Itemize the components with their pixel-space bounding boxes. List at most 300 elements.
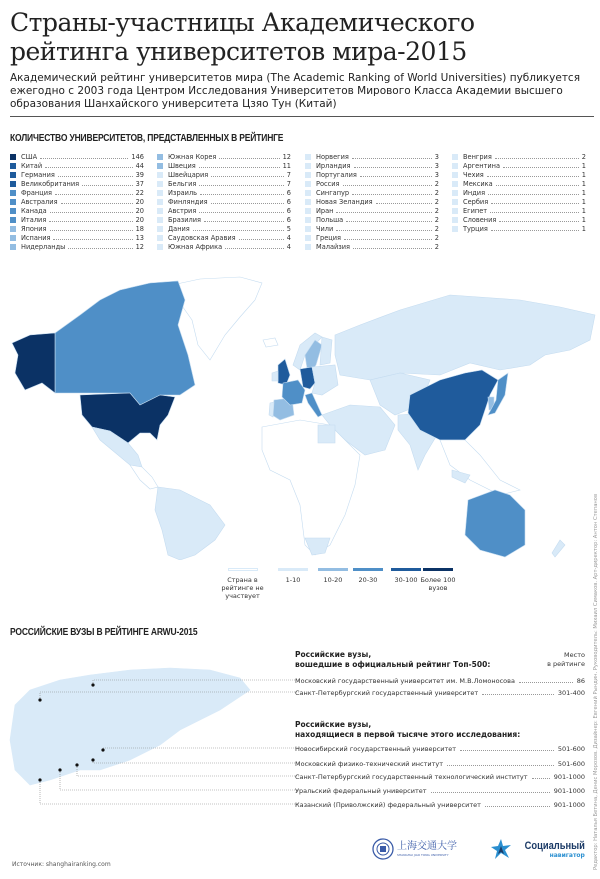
university-count: 2 [434,207,439,216]
tier-swatch [10,208,16,214]
leader-dots [488,191,579,195]
country-row [157,225,291,234]
country-column [452,152,586,234]
university-name: Санкт-Петербургский государственный университет [295,688,479,697]
tier-swatch [452,163,458,169]
leader-dots [55,191,133,195]
leader-dots [82,182,133,186]
country-name: Египет [463,207,488,216]
leader-dots [447,762,554,766]
leader-dots [485,803,550,807]
leader-dots [239,236,284,240]
country-row [157,152,291,161]
place-heading [520,651,585,669]
university-count: 4 [286,234,291,243]
legend-label: Более 100 вузов [420,576,456,592]
legend-item [350,568,386,584]
connector-line [40,780,300,804]
country-name: Испания [21,234,51,243]
sjtu-logo [372,838,457,860]
university-count: 1 [581,207,586,216]
country-row [305,179,439,188]
legend-swatch [228,568,258,571]
leader-dots [211,200,284,204]
tier-swatch [452,226,458,232]
leader-dots [491,200,579,204]
tier-swatch [452,154,458,160]
tier-swatch [305,181,311,187]
university-count: 13 [135,234,144,243]
country-name: Швейцария [168,170,209,179]
country-finland [320,337,332,365]
country-name: Израиль [168,188,198,197]
tier-swatch [10,235,16,241]
country-row [452,207,586,216]
legend-swatch [278,568,308,571]
university-count: 20 [135,216,144,225]
university-count: 2 [434,225,439,234]
university-count: 1 [581,170,586,179]
country-row [10,243,144,252]
russia-shape [10,668,250,785]
country-name: Польша [316,216,344,225]
country-name: Турция [463,225,488,234]
tier-swatch [10,217,16,223]
country-southeast-asia [440,440,520,495]
country-column [10,152,144,252]
leader-dots [482,691,554,695]
social-navigator-logo [490,838,585,860]
heading-line: в рейтинге [547,660,585,668]
country-name: Финляндия [168,198,208,207]
tier-swatch [305,217,311,223]
leader-dots [53,236,132,240]
country-canada [55,281,195,405]
country-name: Бразилия [168,216,202,225]
tier-swatch [305,208,311,214]
country-row [10,197,144,206]
leader-dots [460,747,554,751]
tier-swatch [305,226,311,232]
leader-dots [199,209,283,213]
country-name: Чехия [463,170,484,179]
heading-line: Место [564,651,585,659]
country-iceland [263,338,278,347]
leader-dots [487,173,579,177]
tier-swatch [452,190,458,196]
leader-dots [343,182,432,186]
country-name: Дания [168,225,190,234]
country-central-america [130,465,158,489]
country-name: Австралия [21,198,58,207]
leader-dots [49,218,132,222]
tier-swatch [10,226,16,232]
country-column [305,152,439,252]
navigator-logo-text: Социальный [524,839,585,852]
tier-swatch [157,235,163,241]
country-alaska [12,333,55,393]
legend-swatch [423,568,453,571]
country-row [10,225,144,234]
country-name: Германия [21,170,55,179]
legend-label: Страна в рейтинге не участвует [221,576,264,600]
leader-dots [199,164,280,168]
university-place: 901-1000 [553,800,585,809]
country-row [10,152,144,161]
russia-map [0,640,300,820]
leader-dots [204,218,284,222]
tier-swatch [157,154,163,160]
tier-swatch [305,172,311,178]
country-name: Канада [21,207,47,216]
leader-dots [346,218,432,222]
country-row [305,243,439,252]
country-row [452,179,586,188]
university-count: 7 [286,170,291,179]
leader-dots [68,245,132,249]
leader-dots [353,245,432,249]
country-name: Нидерланды [21,243,66,252]
heading-line: Российские вузы, [295,650,372,659]
university-row [295,786,585,795]
country-name: Мексика [463,179,493,188]
tier-swatch [10,154,16,160]
university-count: 1 [581,161,586,170]
city-dot [38,698,41,701]
tier-swatch [452,208,458,214]
top1000-heading [295,720,520,740]
legend-label: 1-10 [285,576,301,584]
leader-dots [45,164,132,168]
source-note: Источник: shanghairanking.com [12,861,111,868]
country-portugal [269,402,274,417]
country-name: Саудовская Аравия [168,234,236,243]
country-name: Франция [21,188,52,197]
country-name: Великобритания [21,179,80,188]
tier-swatch [157,163,163,169]
heading-line: вошедшие в официальный рейтинг Топ-500: [295,660,491,669]
country-name: США [21,152,38,161]
university-row [295,800,585,809]
tier-swatch [157,217,163,223]
university-count: 18 [135,225,144,234]
tier-swatch [10,181,16,187]
country-south-america [155,487,225,560]
country-row [157,161,291,170]
leader-dots [336,209,431,213]
legend-item [275,568,311,584]
tier-swatch [452,172,458,178]
leader-dots [58,173,133,177]
tier-swatch [305,154,311,160]
university-count: 2 [434,188,439,197]
tier-swatch [157,190,163,196]
country-row [305,170,439,179]
city-dot [91,758,94,761]
country-row [157,179,291,188]
university-row [295,676,585,685]
leader-dots [199,182,283,186]
navigator-logo-sub: навигатор [549,851,585,859]
country-row [452,170,586,179]
university-row [295,744,585,753]
sjtu-seal-icon [372,838,394,860]
country-row [10,161,144,170]
sjtu-logo-text: 上海交通大学 [397,841,457,852]
top500-heading [295,650,490,670]
university-name: Уральский федеральный университет [295,786,427,795]
section-heading-count: КОЛИЧЕСТВО УНИВЕРСИТЕТОВ, ПРЕДСТАВЛЕННЫХ В РЕЙТИНГЕ [10,133,284,144]
university-count: 5 [286,225,291,234]
country-row [452,216,586,225]
country-usa [80,393,175,443]
university-name: Санкт-Петербургский государственный технологический институт [295,772,528,781]
country-row [157,188,291,197]
connector-line [60,770,300,790]
leader-dots [219,155,279,159]
university-count: 6 [286,188,291,197]
university-count: 6 [286,216,291,225]
university-count: 1 [581,225,586,234]
leader-dots [40,155,128,159]
legend-label: 20-30 [358,576,378,584]
country-new-zealand [552,540,565,557]
country-africa [262,420,360,555]
legend-item [420,568,456,592]
leader-dots [50,227,133,231]
tier-swatch [452,217,458,223]
country-name: Аргентина [463,161,501,170]
leader-dots [519,679,573,683]
world-map [0,255,600,560]
country-row [452,225,586,234]
university-count: 2 [434,198,439,207]
university-count: 39 [135,170,144,179]
university-row [295,688,585,697]
country-row [10,179,144,188]
leader-dots [354,164,432,168]
leader-dots [193,227,284,231]
country-row [157,197,291,206]
university-name: Московский государственный университет им. М.В.Ломоносова [295,676,515,685]
leader-dots [225,245,284,249]
leader-dots [376,200,432,204]
country-name: Япония [21,225,47,234]
city-dot [101,748,104,751]
city-dot [38,778,41,781]
country-row [305,197,439,206]
country-name: Новая Зеландия [316,198,373,207]
university-row [295,772,585,781]
country-name: Швеция [168,161,196,170]
country-row [305,152,439,161]
country-row [305,225,439,234]
university-count: 7 [286,179,291,188]
country-name: Греция [316,234,342,243]
country-name: Чили [316,225,334,234]
country-uk [278,359,290,385]
country-row [305,216,439,225]
credits: Редактор: Наталья Бетина, Денис Морозов. Дизайнер: Евгений Рындин. Руководитель: Михаил Симаков. Арт-директор: Антон Степанов [593,493,599,870]
country-egypt [318,425,335,443]
country-name: Китай [21,161,43,170]
tier-swatch [157,181,163,187]
country-name: Малайзия [316,243,351,252]
navigator-star-icon [490,838,512,860]
country-row [157,170,291,179]
university-count: 2 [434,243,439,252]
university-place: 901-1000 [553,786,585,795]
country-name: Норвегия [316,152,349,161]
country-row [305,234,439,243]
tier-swatch [305,199,311,205]
tier-swatch [10,163,16,169]
leader-dots [344,236,432,240]
country-name: Словения [463,216,497,225]
leader-dots [352,155,432,159]
tier-swatch [157,226,163,232]
country-name: Венгрия [463,152,492,161]
university-count: 12 [282,152,291,161]
tier-swatch [157,208,163,214]
country-name: Ирландия [316,161,351,170]
leader-dots [360,173,432,177]
university-count: 1 [581,179,586,188]
city-dot [91,683,94,686]
university-count: 22 [135,188,144,197]
divider [10,116,594,117]
country-column [157,152,291,252]
tier-swatch [305,244,311,250]
leader-dots [336,227,431,231]
leader-dots [352,191,432,195]
university-count: 6 [286,198,291,207]
country-name: Австрия [168,207,197,216]
leader-dots [200,191,284,195]
university-count: 44 [135,161,144,170]
leader-dots [431,789,550,793]
tier-swatch [10,172,16,178]
country-row [10,216,144,225]
country-row [305,161,439,170]
university-row [295,759,585,768]
country-australia [465,490,525,557]
university-count: 37 [135,179,144,188]
country-row [157,234,291,243]
country-row [10,170,144,179]
university-count: 20 [135,198,144,207]
legend-item [388,568,424,584]
city-dot [75,763,78,766]
university-count: 1 [581,188,586,197]
university-place: 901-1000 [553,772,585,781]
tier-swatch [157,199,163,205]
university-name: Казанский (Приволжский) федеральный университет [295,800,481,809]
country-row [452,152,586,161]
country-central-europe [312,365,338,395]
legend-item [220,568,265,600]
university-count: 2 [434,216,439,225]
leader-dots [499,218,578,222]
page-title: Страны-участницы Академического рейтинга университетов мира-2015 [10,8,475,66]
tier-swatch [157,172,163,178]
tier-swatch [452,181,458,187]
university-count: 6 [286,207,291,216]
leader-dots [490,209,579,213]
tier-swatch [305,235,311,241]
tier-swatch [452,199,458,205]
tier-swatch [10,199,16,205]
country-row [452,197,586,206]
country-row [10,188,144,197]
country-row [157,216,291,225]
country-name: Сербия [463,198,489,207]
country-row [452,188,586,197]
section-heading-russia: РОССИЙСКИЕ ВУЗЫ В РЕЙТИНГЕ ARWU-2015 [10,627,198,638]
leader-dots [532,775,550,779]
university-count: 1 [581,216,586,225]
university-name: Московский физико-технический институт [295,759,444,768]
country-italy [305,393,322,417]
country-row [452,161,586,170]
country-russia [335,295,595,380]
university-count: 12 [135,243,144,252]
university-place: 501-600 [557,744,585,753]
tier-swatch [10,244,16,250]
university-place: 86 [576,676,585,685]
country-south-africa [305,538,330,555]
country-name: Португалия [316,170,357,179]
university-count: 2 [434,179,439,188]
leader-dots [503,164,579,168]
country-row [157,207,291,216]
country-name: Южная Африка [168,243,223,252]
legend-label: 30-100 [394,576,418,584]
tier-swatch [305,190,311,196]
country-row [305,188,439,197]
country-name: Индия [463,188,486,197]
leader-dots [211,173,284,177]
sjtu-logo-sub: SHANGHAI JIAO TONG UNIVERSITY [397,853,449,857]
legend-label: 10-20 [323,576,343,584]
university-count: 3 [434,170,439,179]
country-ireland [272,371,278,381]
country-row [157,243,291,252]
leader-dots [496,182,579,186]
tier-swatch [305,163,311,169]
heading-line: находящиеся в первой тысяче этого исследования: [295,730,521,739]
university-place: 301-400 [557,688,585,697]
country-row [10,207,144,216]
legend-swatch [318,568,348,571]
country-name: Южная Корея [168,152,217,161]
leader-dots [495,155,579,159]
heading-line: Российские вузы, [295,720,372,729]
country-name: Россия [316,179,340,188]
university-place: 501-600 [557,759,585,768]
country-name: Сингапур [316,188,350,197]
university-count: 20 [135,207,144,216]
legend-item [315,568,351,584]
country-row [305,207,439,216]
city-dot [58,768,61,771]
leader-dots [491,227,579,231]
university-count: 3 [434,161,439,170]
country-name: Италия [21,216,47,225]
country-name: Иран [316,207,334,216]
leader-dots [50,209,133,213]
university-count: 2 [434,234,439,243]
